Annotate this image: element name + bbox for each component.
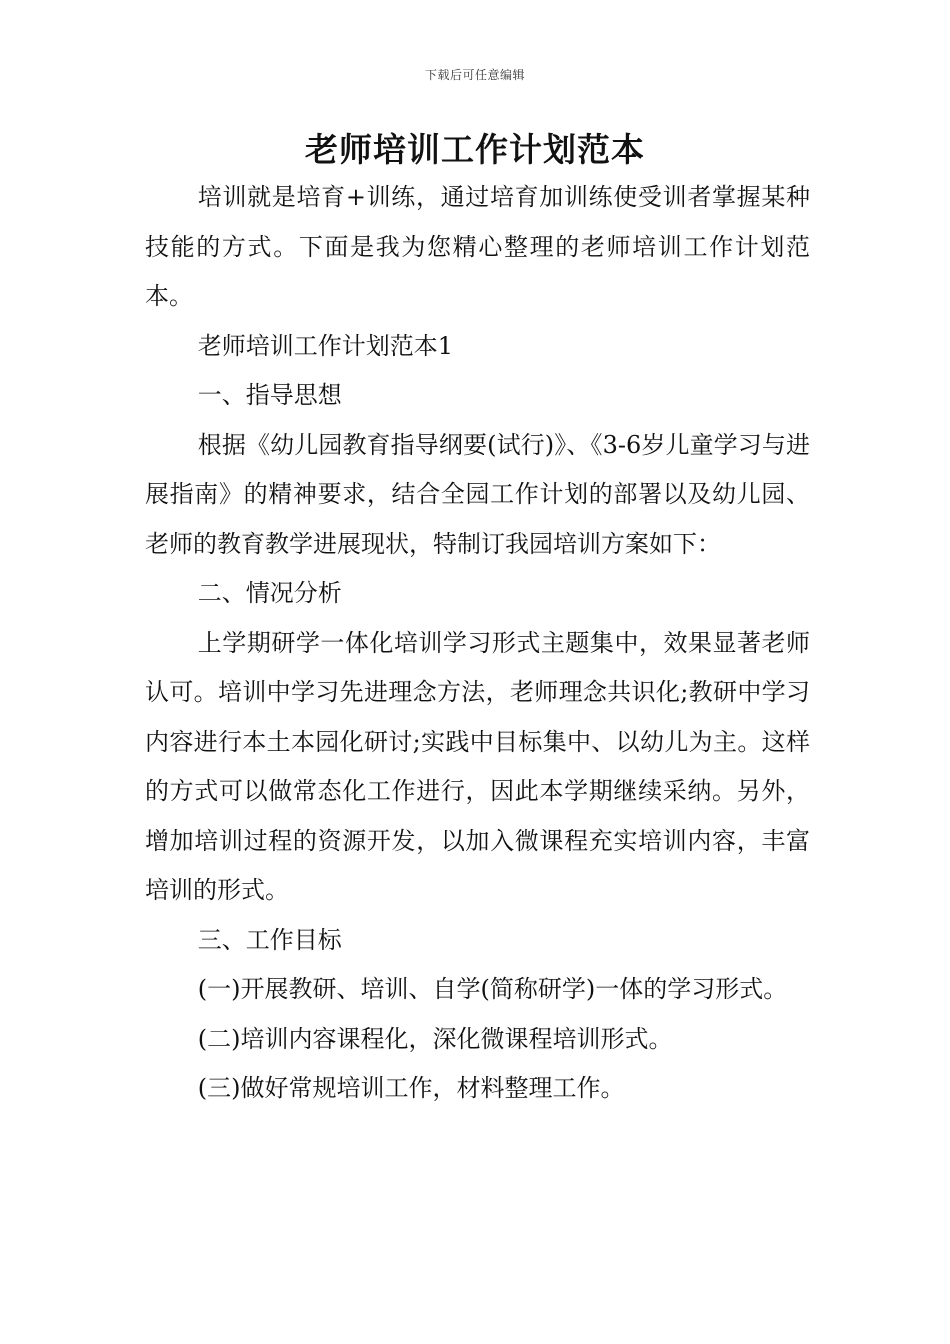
heading-guiding-idea: 一、指导思想 xyxy=(197,381,342,409)
header-note: 下载后可任意编辑 xyxy=(424,68,525,82)
heading-situation-analysis: 二、情况分析 xyxy=(197,579,342,607)
paragraph-guiding-idea: 根据《幼儿园教育指导纲要(试行)》、《3-6岁儿童学习与进展指南》的精神要求，结合全园工作计划的部署以及幼儿园、老师的教育教学进展现状，特制订我园培训方案如下： xyxy=(145,430,810,558)
paragraph-situation-analysis: 上学期研学一体化培训学习形式主题集中，效果显著老师认可。培训中学习先进理念方法，老师理念共识化;教研中学习内容进行本土本园化研讨;实践中目标集中、以幼儿为主。这样的方式可以做常态化工作进行，因此本学期继续采纳。另外，增加培训过程的资源开发，以加入微课程充实培训内容，丰富培训的形式。 xyxy=(145,628,810,904)
document-body xyxy=(145,173,810,1114)
goal-item-3: (三)做好常规培训工作，材料整理工作。 xyxy=(197,1074,625,1102)
heading-work-goals: 三、工作目标 xyxy=(197,925,342,954)
section-subtitle: 老师培训工作计划范本1 xyxy=(197,331,454,360)
goal-item-1: (一)开展教研、培训、自学(简称研学)一体的学习形式。 xyxy=(197,975,788,1003)
document-title: 老师培训工作计划范本 xyxy=(305,130,645,169)
goal-item-2: (二)培训内容课程化，深化微课程培训形式。 xyxy=(197,1024,673,1053)
paragraph-intro: 培训就是培育+训练，通过培育加训练使受训者掌握某种技能的方式。下面是我为您精心整理的老师培训工作计划范本。 xyxy=(145,183,810,310)
